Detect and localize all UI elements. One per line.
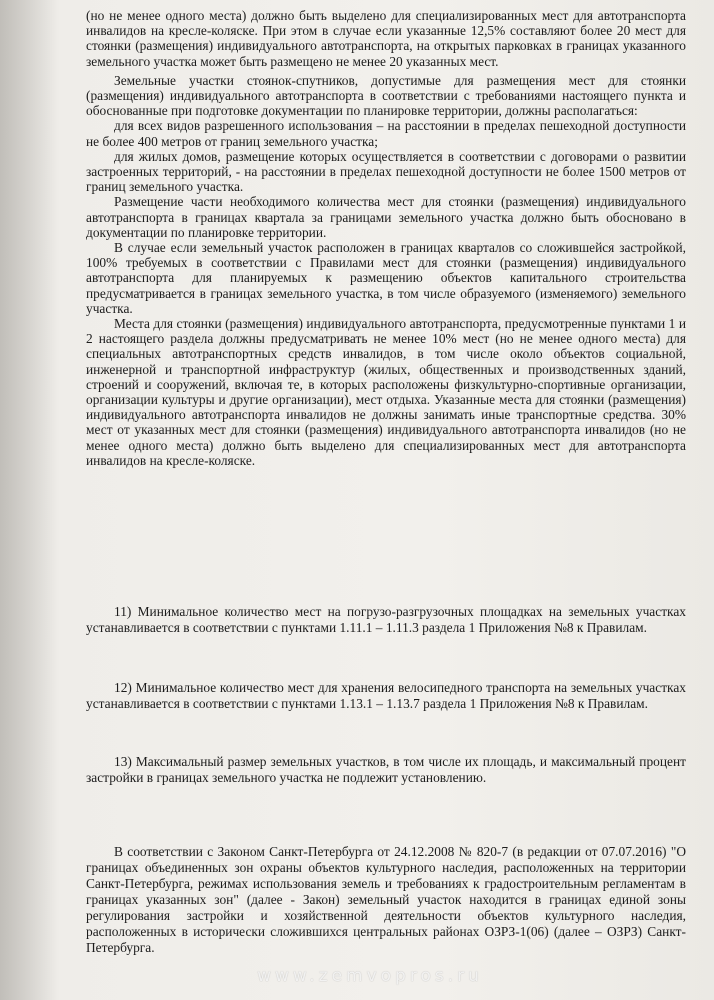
paragraph-established-development: В случае если земельный участок расположен в границах кварталов со сложившейся застройкой, 100% требуемых в соответствии с Правилами мест для стоянки (размещения) индивидуального автотранспорта для планируемых к размещению объектов капитального строительства предусматривается в границах земельного участка, в том числе образуемого (изменяемого) земельного участка. bbox=[86, 240, 686, 316]
paragraph-satellite-parking: Земельные участки стоянок-спутников, допустимые для размещения мест для стоянки (размещения) индивидуального автотранспорта в соответствии с требованиями настоящего пункта и обоснованные при подготовке документации по планировке территории, должны располагаться: bbox=[86, 72, 686, 119]
page-shadow bbox=[0, 0, 60, 1000]
paragraph-parking-in-quarter: Размещение части необходимого количества мест для стоянки (размещения) индивидуального автотранспорта в границах квартала за границами земельного участка должно быть обосновано в документации по планировке территории. bbox=[86, 194, 686, 240]
top-text-block bbox=[86, 8, 686, 468]
paragraph-disabled-parking-places: Места для стоянки (размещения) индивидуального автотранспорта, предусмотренные пунктами 1 и 2 настоящего раздела должны предусматривать не менее 10% мест (но не менее одного места) для специальных автотранспортных средств инвалидов, в том числе около объектов социальной, инженерной и транспортной инфраструктур (жилых, общественных и производственных зданий, строений и сооружений, включая те, в которых расположены физкультурно-спортивные организации, организации культуры и другие организации), мест отдыха. Указанные места для стоянки (размещения) индивидуального автотранспорта инвалидов не должны занимать иные транспортные средства. 30% мест от указанных мест для стоянки (размещения) индивидуального автотранспорта инвалидов (но не менее одного места) должно быть выделено для специализированных мест для автотранспорта инвалидов на кресле-коляске. bbox=[86, 316, 686, 468]
item-12: 12) Минимальное количество мест для хранения велосипедного транспорта на земельных участках устанавливается в соответствии с пунктами 1.13.1 – 1.13.7 раздела 1 Приложения №8 к Правилам. bbox=[86, 680, 686, 711]
paragraph-walking-1500m: для жилых домов, размещение которых осуществляется в соответствии с договорами о развитии застроенных территорий, - на расстоянии в пределах пешеходной доступности не более 1500 метров от границ земельного участка. bbox=[86, 148, 686, 195]
item-13: 13) Максимальный размер земельных участков, в том числе их площадь, и максимальный процент застройки в границах земельного участка не подлежит установлению. bbox=[86, 754, 686, 785]
paragraph-parking-disabled-continued: (но не менее одного места) должно быть выделено для специализированных мест для автотранспорта инвалидов на кресле-коляске. При этом в случае если указанные 12,5% составляют более 20 мест для стоянки (размещения) индивидуального автотранспорта, на открытых парковках в границах указанного земельного участка может быть размещено не менее 20 указанных мест. bbox=[86, 8, 686, 69]
law-paragraph: В соответствии с Законом Санкт-Петербурга от 24.12.2008 № 820-7 (в редакции от 07.07.2016) "О границах объединенных зон охраны объектов культурного наследия, расположенных на территории Санкт-Петербурга, режимах использования земель и требованиях к градостроительным регламентам в границах указанных зон" (далее - Закон) земельный участок находится в границах единой зоны регулирования застройки и хозяйственной деятельности объектов культурного наследия, расположенных в исторически сложившихся центральных районах ОЗРЗ-1(06) (далее – ОЗРЗ) Санкт-Петербурга. bbox=[86, 844, 686, 955]
paragraph-walking-400m: для всех видов разрешенного использования – на расстоянии в пределах пешеходной доступности не более 400 метров от границ земельного участка; bbox=[86, 118, 686, 149]
item-11: 11) Минимальное количество мест на погрузо-разгрузочных площадках на земельных участках устанавливается в соответствии с пунктами 1.11.1 – 1.11.3 раздела 1 Приложения №8 к Правилам. bbox=[86, 604, 686, 635]
site-watermark: www.zemvopros.ru bbox=[257, 966, 483, 986]
